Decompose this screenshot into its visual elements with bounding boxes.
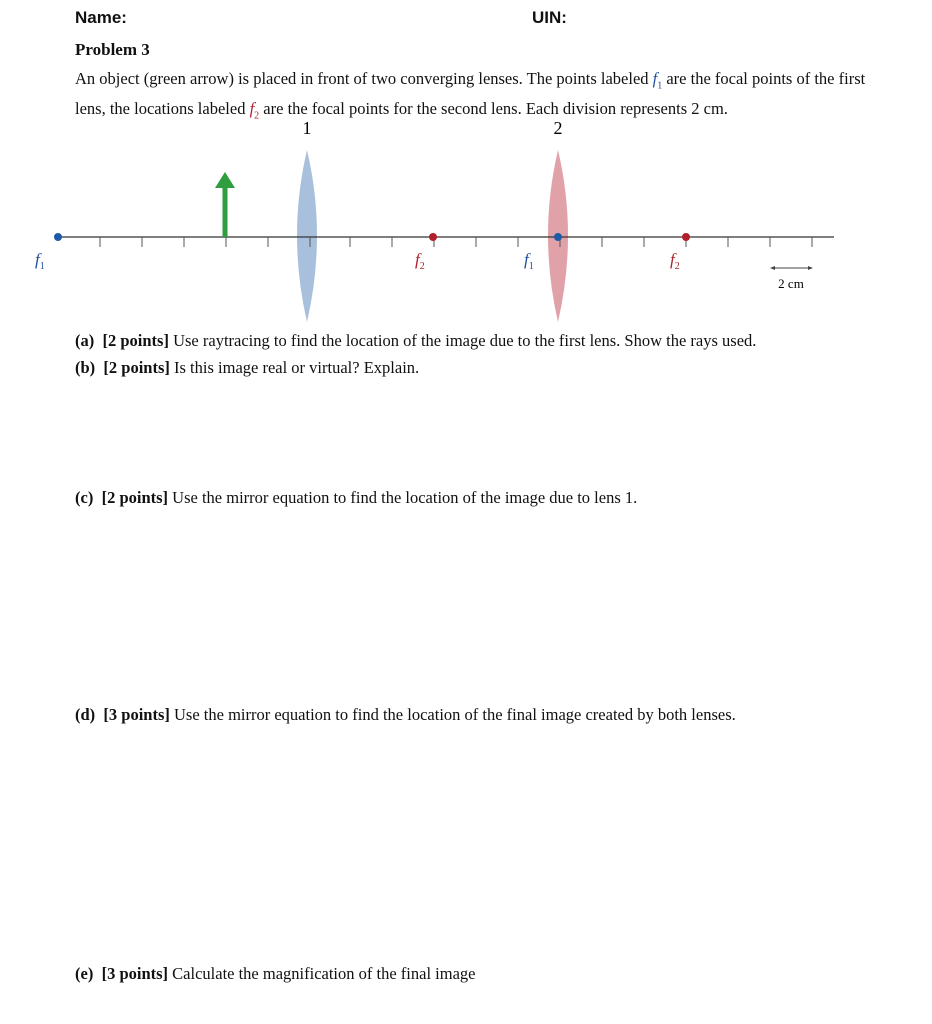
intro-text-3: are the focal points for the second lens. Each division represents 2 cm. <box>259 99 728 119</box>
intro-text-2: are the focal points of the first lens, the locations labeled <box>75 69 866 119</box>
intro-f1-sub: 1 <box>657 80 663 92</box>
focal-point-f1-right <box>554 233 562 241</box>
intro-f2-sub: 2 <box>254 110 260 122</box>
scale-bar <box>770 266 813 270</box>
question-b: (b) [2 points] Is this image real or virtual? Explain. <box>75 358 420 377</box>
question-c: (c) [2 points] Use the mirror equation to find the location of the image due to lens 1. <box>75 488 638 507</box>
lens1-number: 1 <box>302 118 312 138</box>
lens-diagram <box>0 110 932 330</box>
question-d: (d) [3 points] Use the mirror equation to find the location of the final image created by both lenses. <box>75 705 736 724</box>
focal-point-f1-left <box>54 233 62 241</box>
name-label: Name: <box>75 8 127 27</box>
uin-label: UIN: <box>532 8 567 27</box>
lens2-number: 2 <box>553 118 563 138</box>
label-f2-b: $f_2$ <box>670 250 680 272</box>
label-f1-left: $f_1$ <box>35 250 45 272</box>
label-f1-right: $f_1$ <box>524 250 534 272</box>
lens-1 <box>297 150 317 322</box>
focal-point-f2-left <box>429 233 437 241</box>
question-e: (e) [3 points] Calculate the magnification of the final image <box>75 964 476 983</box>
problem-title: Problem 3 <box>75 40 150 59</box>
intro-text-1: An object (green arrow) is placed in front of two converging lenses. The points labeled <box>75 69 653 88</box>
object-arrow <box>215 172 235 237</box>
intro-f1-letter: f <box>652 69 658 88</box>
scale-label: 2 cm <box>778 276 804 291</box>
focal-point-f2-right <box>682 233 690 241</box>
label-f2-a: $f_2$ <box>415 250 425 272</box>
question-a: (a) [2 points] Use raytracing to find the location of the image due to the first lens. Show the rays used. <box>75 331 757 350</box>
axis-ticks <box>100 237 812 247</box>
intro-f2-letter: f <box>249 99 255 119</box>
